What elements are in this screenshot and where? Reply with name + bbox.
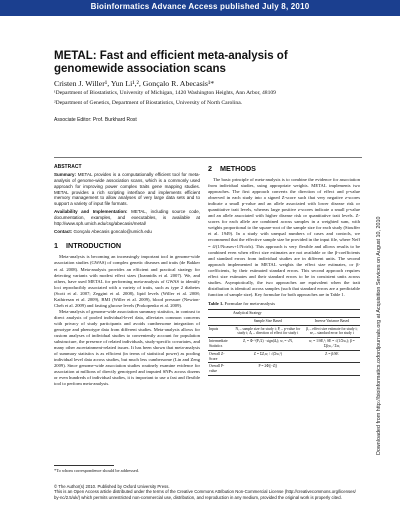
table-group-header: Analytical Strategy: [232, 309, 360, 317]
abstract-heading: ABSTRACT: [54, 164, 82, 170]
intro-paragraph-2: Meta-analysis of genome-wide association summary statistics, in contrast to direct analysis of pooled individual-level data, alleviates common concerns with privacy of study participants and avoids cumbersome integration of genotype and phenotype data from different studies. Meta-analysis allows for custom analyses of individual studies to conveniently account for population substructure, the presence of related individuals, study-specific covariates, and many other ascertainment-related issues. It has been shown that meta-analysis of summary statistics is as efficient (in terms of statistical power) as pooling individual level data across studies, but much less cumbersome (Lin and Zeng 2009). Since genome-wide association studies routinely examine evidence for association at millions of directly genotyped and imputed SNPs across dozens or even hundreds of individual studies, it is important to use a fast and flexible tool to perform meta-analysis.: [54, 308, 200, 387]
row-cell: P = 2Φ(|−Z|): [232, 363, 304, 376]
article-title: METAL: Fast and efficient meta-analysis of genomewide association scans: [54, 50, 288, 75]
table-corner: [208, 309, 232, 317]
summary-text: METAL provides is a computationally efficient tool for meta-analysis of genome-wide association scans, which is a commonly used approach for improving power complex traits gene mapping studies. METAL provides a rich scripting interface and implements efficient memory management to allow analyses of very large data sets and to support a variety of input file formats.: [54, 172, 200, 207]
affiliation-1: ¹Department of Biostatistics, University of Michigan, 1420 Washington Heights, Ann Arbor, 48109: [54, 90, 276, 96]
table-row: [208, 325, 360, 338]
row-label: Intermediate Statistics: [208, 338, 232, 351]
row-cell: Zᵢ = Φ⁻¹(Pᵢ/2) · sign(Δᵢ); wᵢ = √Nᵢ: [232, 338, 304, 351]
license-line-1[interactable]: This is an Open Access article distributed under the terms of the Creative Commons Attribution Non-Commercial License (http://creativecommons.org/licenses/: [54, 489, 356, 495]
banner-text: Bioinformatics Advance Access published July 8, 2010: [90, 2, 310, 11]
left-column: [54, 164, 200, 387]
contact-label: Contact:: [54, 228, 73, 234]
correspondence-footnote: *To whom correspondence should be addressed.: [54, 468, 140, 473]
table-corner-2: [208, 317, 232, 325]
license-line-2: by-nc/2.5/uk/) which permits unrestricted non-commercial use, distribution, and reproduction in any medium, provided the original work is properly cited.: [54, 494, 342, 500]
row-cell: Z = β/SE: [304, 350, 360, 363]
table-row: [208, 338, 360, 351]
row-cell: [304, 363, 360, 376]
table-caption: [208, 301, 360, 307]
table-caption-text: Formulae for meta-analysis: [223, 300, 276, 306]
row-cell: wᵢ = 1/SEᵢ²; SE = √(1/Σwᵢ); β = Σβᵢwᵢ / Σwᵢ: [304, 338, 360, 351]
summary-label: Summary:: [54, 172, 77, 177]
header-divider: [54, 157, 362, 158]
row-cell: βᵢ – effect size estimate for study i; seᵢ – standard error for study i: [304, 325, 360, 338]
row-label: Inputs: [208, 325, 232, 338]
table-col1-header: Sample Size Based: [232, 317, 304, 325]
journal-banner: [0, 0, 400, 16]
table-col2-header: Inverse Variance Based: [304, 317, 360, 325]
abstract-availability: [54, 209, 200, 227]
row-cell: Z = ΣZᵢwᵢ / √(Σwᵢ²): [232, 350, 304, 363]
availability-text[interactable]: METAL, including source code, documentation, examples, and executables, is available at http://www.sph.umich.edu/csg/abecasis/metal/: [54, 209, 200, 226]
table-row: [208, 363, 360, 376]
abstract-contact: [54, 229, 200, 235]
download-watermark: Downloaded from http://bioinformatics.oxfordjournals.org at Acquisition Services on August 10, 2010: [376, 216, 382, 455]
affiliation-2: ²Department of Genetics, Department of Biostatistics, University of North Carolina.: [54, 99, 243, 106]
row-label: Overall P-value: [208, 363, 232, 376]
abstract-summary: [54, 172, 200, 207]
author-list: Cristen J. Willer¹, Yun Li¹,², Gonçalo R. Abecasis¹*: [54, 79, 215, 88]
availability-label: Availability and Implementation:: [54, 209, 128, 215]
article-header: [54, 50, 354, 123]
intro-title: INTRODUCTION: [66, 241, 122, 251]
right-column: [208, 164, 360, 376]
methods-paragraph: The basic principle of meta-analysis is to combine the evidence for association from individual studies, using appropriate weights. METAL implements two approaches. The first approach converts the direction of effect and p-value observed in each study into a signed Z-score such that very negative z-scores indicate a small p-value and an allele associated with lower disease risk or quantitative trait levels, whereas large positive z-scores indicate a small p-value and an allele associated with higher disease risk or quantitative trait levels. Z-scores for each allele are combined across samples in a weighted sum, with weights proportional to the square-root of the sample size for each study (Stouffer et al. 1949). In a study with unequal numbers of cases and controls, we recommend that the effective sample size be provided in the input file, where Neff = 4/(1/Ncases+1/Nctrls). This approach is very flexible and allows results to be combined even when effect size estimates are not available or the β-coefficients and standard errors from individual studies are in different units. The second approach implemented in METAL weights the effect size estimates, or β-coefficients, by their estimated standard errors. This second approach requires effect size estimates and their standard errors to be in consistent units across studies. Asymptotically, the two approaches are equivalent when the trait distribution is identical across samples (such that standard errors are a predictable function of sample size). Key formulae for both approaches are in Table 1.: [208, 177, 360, 297]
intro-paragraph-1: Meta-analysis is becoming an increasingly important tool in genome-wide association studies (GWAS) of complex genetic diseases and traits (de Bakker et al. 2008). Meta-analysis provides an efficient and practical strategy for detecting variants with modest effect sizes (Ioannidis et al. 2007). We, and others, have used METAL for performing meta-analysis of GWAS to identify loci reproducibly associated with a variety of traits, such as type 2 diabetes (Scott et al. 2007; Zeggini et al. 2008), lipid levels (Willer et al. 2008; Kathiresan et al. 2009), BMI (Willer et al. 2009), blood pressure (Newton-Cheh et al. 2009) and fasting glucose levels (Prokopenko et al. 2009).: [54, 254, 200, 308]
associate-editor: Associate Editor: Prof. Burkhard Rost: [54, 117, 137, 123]
license-footer: [54, 484, 362, 500]
footnote-rule: [54, 465, 114, 466]
methods-title: METHODS: [220, 164, 256, 173]
intro-number: 1: [54, 241, 58, 251]
table-row: [208, 350, 360, 363]
formulae-table: [208, 309, 360, 376]
row-label: Overall Z-Score: [208, 350, 232, 363]
intro-heading: [54, 241, 200, 250]
contact-text[interactable]: Gonçalo Abecasis goncalo@umich.edu: [72, 228, 152, 234]
copyright-line: © The Author(s) 2010. Published by Oxford University Press.: [54, 484, 170, 489]
methods-heading: [208, 164, 360, 173]
row-cell: Nᵢ – sample size for study i; Pᵢ – p-value for study i; Δᵢ – direction of effect for study i: [232, 325, 304, 338]
table-label: Table 1.: [208, 300, 224, 306]
methods-number: 2: [208, 164, 212, 173]
